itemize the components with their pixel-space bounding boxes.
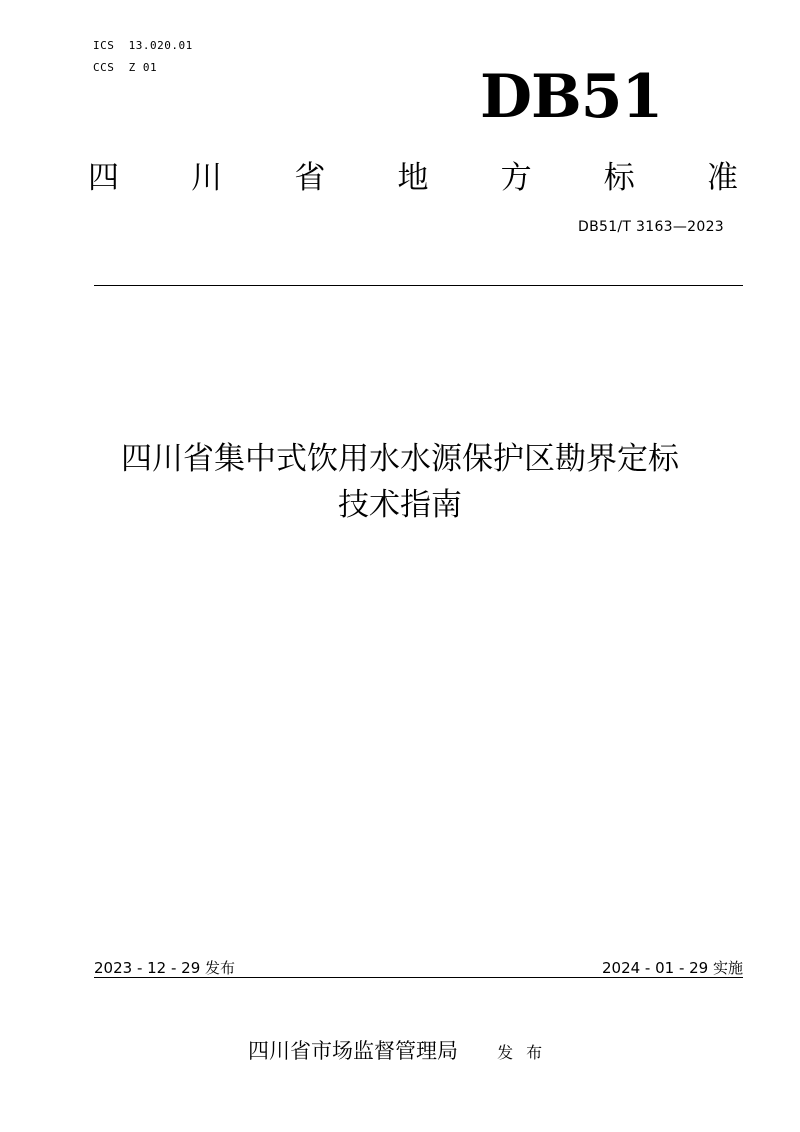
- standard-type-char: 标: [603, 159, 635, 196]
- standard-type: [88, 152, 738, 196]
- standard-type-char: 四: [88, 159, 119, 196]
- ics-code: ICS 13.020.01: [93, 39, 193, 52]
- publisher: [248, 1035, 546, 1065]
- publish-label: 发 布: [497, 1043, 547, 1062]
- standard-type-char: 省: [294, 159, 326, 196]
- issue-date: 2023 - 12 - 29 发布: [94, 959, 236, 977]
- standard-type-char: 地: [397, 159, 429, 196]
- ccs-code: CCS Z 01: [93, 61, 158, 74]
- header-divider: [94, 285, 743, 286]
- implementation-date: 2024 - 01 - 29 实施: [601, 959, 743, 977]
- standard-number: DB51/T 3163—2023: [578, 219, 724, 235]
- document-title: [60, 436, 740, 528]
- standard-type-char: 川: [191, 159, 223, 196]
- standard-logo: DB51: [480, 62, 663, 132]
- title-line-2: 技术指南: [338, 487, 462, 523]
- publisher-name: 四川省市场监督管理局: [248, 1039, 458, 1063]
- standard-type-char: 准: [706, 159, 738, 196]
- title-line-1: 四川省集中式饮用水水源保护区勘界定标: [121, 441, 679, 477]
- standard-type-char: 方: [500, 159, 532, 196]
- footer-divider: [94, 977, 743, 978]
